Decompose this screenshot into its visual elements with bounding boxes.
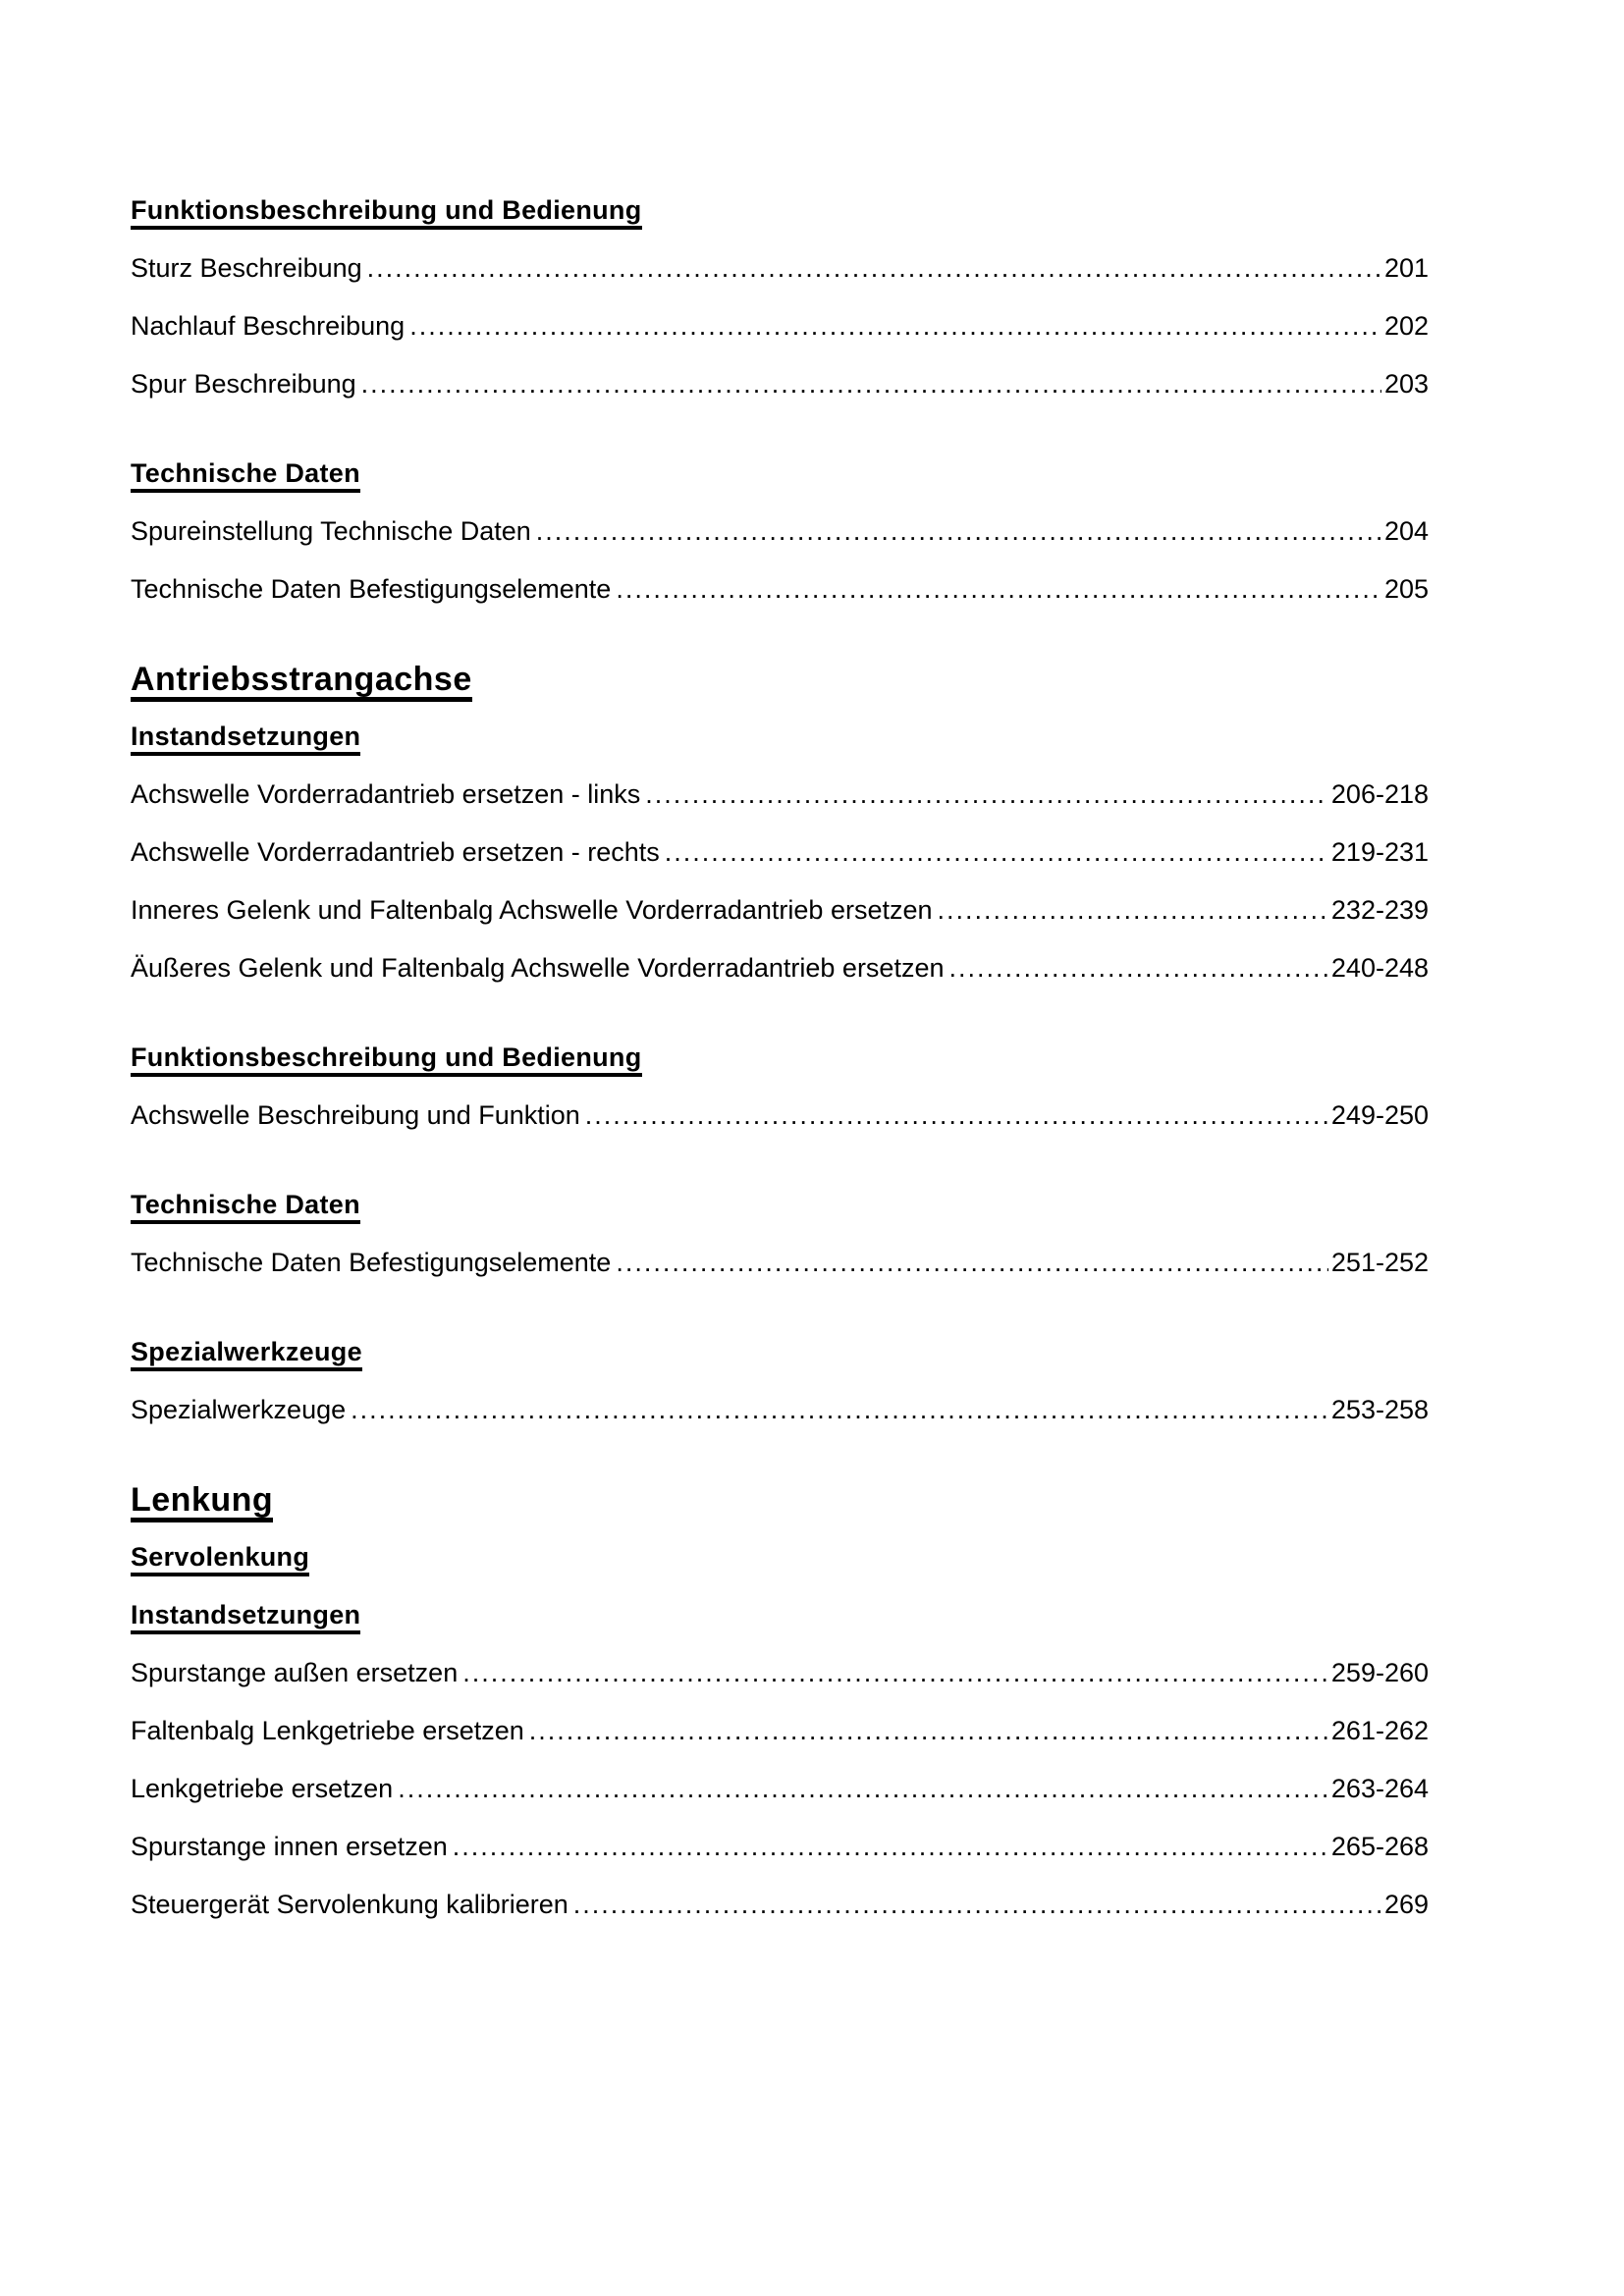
toc-entry <box>131 1831 1429 1862</box>
dot-leader <box>665 836 1328 868</box>
toc-entry <box>131 573 1429 605</box>
entry-page-number: 202 <box>1383 311 1429 341</box>
toc-entry <box>131 515 1429 547</box>
dot-leader <box>616 1247 1328 1278</box>
section-heading <box>131 1336 1429 1367</box>
section-heading <box>131 1189 1429 1220</box>
entry-label: Technische Daten Befestigungselemente <box>131 574 612 604</box>
dot-leader <box>367 252 1381 284</box>
toc-entry <box>131 1099 1429 1131</box>
section-heading-text: Funktionsbeschreibung und Bedienung <box>131 1043 642 1077</box>
entry-page-number: 206-218 <box>1330 779 1429 809</box>
chapter-heading-text: Lenkung <box>131 1483 273 1522</box>
toc-entry <box>131 1715 1429 1746</box>
toc-entry <box>131 778 1429 810</box>
toc-section <box>131 1041 1429 1131</box>
chapter-heading <box>131 661 1429 698</box>
entry-label: Steuergerät Servolenkung kalibrieren <box>131 1890 568 1919</box>
dot-leader <box>938 894 1328 926</box>
section-heading <box>131 1541 1429 1573</box>
dot-leader <box>398 1773 1328 1804</box>
toc-entry <box>131 836 1429 868</box>
section-heading-text: Servolenkung <box>131 1543 309 1576</box>
entry-label: Achswelle Vorderradantrieb ersetzen - links <box>131 779 641 809</box>
entry-page-number: 205 <box>1383 574 1429 604</box>
toc-chapter <box>131 661 1429 698</box>
toc-entry <box>131 252 1429 284</box>
dot-leader <box>585 1099 1328 1131</box>
entry-page-number: 203 <box>1383 369 1429 399</box>
entry-page-number: 265-268 <box>1330 1832 1429 1861</box>
toc-entry <box>131 894 1429 926</box>
entry-page-number: 259-260 <box>1330 1658 1429 1687</box>
entry-page-number: 269 <box>1383 1890 1429 1919</box>
toc-section <box>131 1189 1429 1278</box>
dot-leader <box>462 1657 1328 1688</box>
chapter-heading <box>131 1481 1429 1519</box>
section-heading-text: Instandsetzungen <box>131 722 360 756</box>
entry-label: Spurstange außen ersetzen <box>131 1658 459 1687</box>
chapter-heading-text: Antriebsstrangachse <box>131 663 472 702</box>
toc-chapter <box>131 1481 1429 1519</box>
toc-section <box>131 1541 1429 1573</box>
entry-label: Lenkgetriebe ersetzen <box>131 1774 394 1803</box>
entry-page-number: 201 <box>1383 253 1429 283</box>
entry-label: Inneres Gelenk und Faltenbalg Achswelle Vorderradantrieb ersetzen <box>131 895 933 925</box>
toc-entry <box>131 1889 1429 1920</box>
dot-leader <box>453 1831 1328 1862</box>
toc-section <box>131 1336 1429 1425</box>
section-heading <box>131 457 1429 489</box>
dot-leader <box>361 368 1381 400</box>
entry-label: Technische Daten Befestigungselemente <box>131 1248 612 1277</box>
entry-label: Spur Beschreibung <box>131 369 356 399</box>
dot-leader <box>351 1394 1328 1425</box>
toc-section <box>131 194 1429 400</box>
section-heading <box>131 194 1429 226</box>
section-heading <box>131 1599 1429 1630</box>
section-heading <box>131 1041 1429 1073</box>
dot-leader <box>536 515 1381 547</box>
entry-page-number: 204 <box>1383 516 1429 546</box>
entry-label: Faltenbalg Lenkgetriebe ersetzen <box>131 1716 524 1745</box>
toc-section <box>131 1599 1429 1920</box>
toc-entry <box>131 952 1429 984</box>
entry-label: Nachlauf Beschreibung <box>131 311 406 341</box>
toc-entry <box>131 1247 1429 1278</box>
toc-entry <box>131 1657 1429 1688</box>
toc-entry <box>131 368 1429 400</box>
entry-label: Spurstange innen ersetzen <box>131 1832 448 1861</box>
dot-leader <box>573 1889 1381 1920</box>
toc-entry <box>131 1394 1429 1425</box>
entry-page-number: 251-252 <box>1330 1248 1429 1277</box>
entry-label: Achswelle Beschreibung und Funktion <box>131 1100 580 1130</box>
dot-leader <box>616 573 1381 605</box>
entry-page-number: 261-262 <box>1330 1716 1429 1745</box>
entry-label: Äußeres Gelenk und Faltenbalg Achswelle Vorderradantrieb ersetzen <box>131 953 945 983</box>
toc-section <box>131 721 1429 984</box>
section-heading <box>131 721 1429 752</box>
toc-entry <box>131 1773 1429 1804</box>
section-heading-text: Spezialwerkzeuge <box>131 1338 362 1371</box>
section-heading-text: Funktionsbeschreibung und Bedienung <box>131 196 642 230</box>
section-heading-text: Instandsetzungen <box>131 1601 360 1634</box>
entry-page-number: 249-250 <box>1330 1100 1429 1130</box>
entry-page-number: 232-239 <box>1330 895 1429 925</box>
entry-label: Achswelle Vorderradantrieb ersetzen - rechts <box>131 837 660 867</box>
section-heading-text: Technische Daten <box>131 459 360 493</box>
toc-entry <box>131 310 1429 342</box>
entry-label: Spezialwerkzeuge <box>131 1395 347 1424</box>
entry-page-number: 219-231 <box>1330 837 1429 867</box>
entry-page-number: 253-258 <box>1330 1395 1429 1424</box>
dot-leader <box>645 778 1328 810</box>
entry-page-number: 263-264 <box>1330 1774 1429 1803</box>
section-heading-text: Technische Daten <box>131 1191 360 1224</box>
dot-leader <box>409 310 1381 342</box>
toc-section <box>131 457 1429 605</box>
dot-leader <box>529 1715 1328 1746</box>
entry-label: Spureinstellung Technische Daten <box>131 516 531 546</box>
entry-page-number: 240-248 <box>1330 953 1429 983</box>
dot-leader <box>948 952 1327 984</box>
entry-label: Sturz Beschreibung <box>131 253 362 283</box>
